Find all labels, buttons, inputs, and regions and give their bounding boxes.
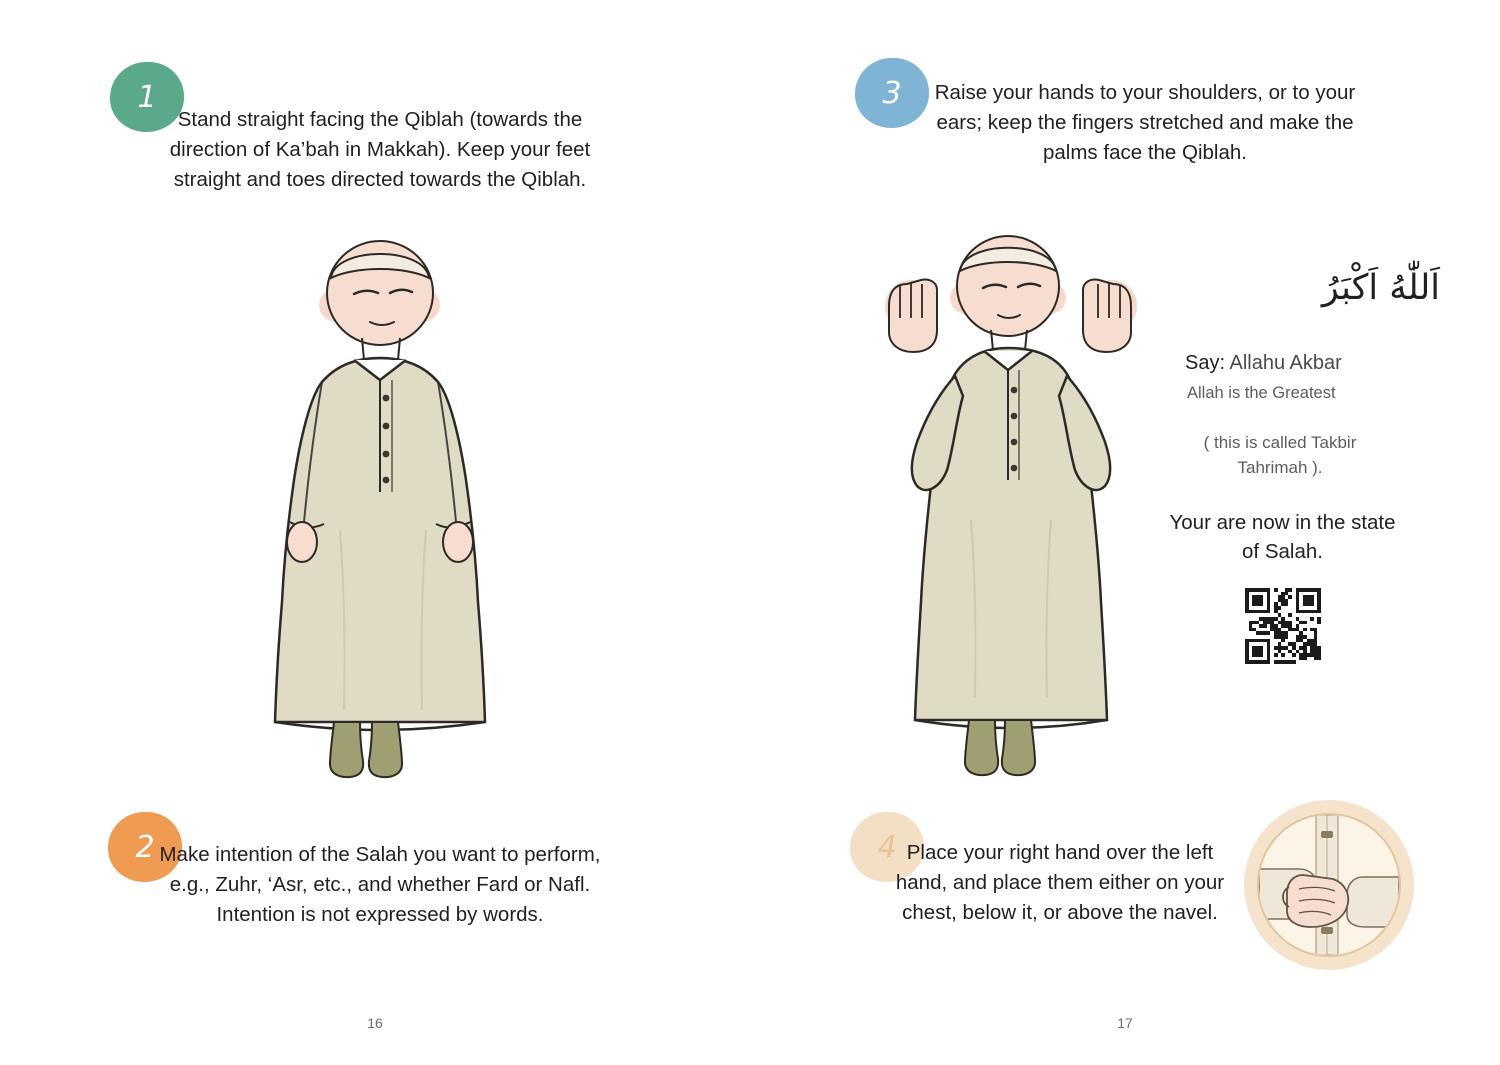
salah-state-text: Your are now in the state of Salah. (1169, 511, 1396, 563)
right-page-number: 17 (1117, 1015, 1133, 1031)
step-3-text: Raise your hands to your shoulders, or to your ears; keep the fingers stretched and make the palms face the Qiblah. (934, 81, 1356, 164)
step-4-text: Place your right hand over the left hand, and place them either on your chest, below it, or above the navel. (895, 841, 1225, 924)
hands-folded-illustration (1244, 800, 1414, 970)
step-3-badge (855, 58, 929, 128)
step-4-number: 4 (877, 829, 897, 865)
dhikr-note: ( this is called Takbir Tahrimah ). (1203, 433, 1357, 477)
right-page (750, 0, 1500, 1065)
dhikr-say-value: Allahu Akbar (1229, 352, 1342, 374)
step-3-number: 3 (882, 75, 902, 111)
takbir-figure-illustration (845, 220, 1175, 790)
dhikr-say-label: Say: (1185, 352, 1226, 374)
step-1-text: Stand straight facing the Qiblah (towards the direction of Ka’bah in Makkah). Keep your feet straight and toes directed towards the Qiblah. (169, 108, 591, 191)
dhikr-arabic: اَللّٰهُ اَكْبَرُ (1321, 268, 1440, 308)
qr-code-icon[interactable] (1245, 588, 1321, 664)
dhikr-translation: Allah is the Greatest (1187, 384, 1336, 402)
step-1-number: 1 (137, 79, 157, 115)
dhikr-say-line (1185, 352, 1342, 375)
standing-figure-illustration (230, 230, 530, 790)
left-page-number: 16 (367, 1015, 383, 1031)
step-2-text: Make intention of the Salah you want to perform, e.g., Zuhr, ‘Asr, etc., and whether Fard or Nafl. Intention is not expressed by words. (159, 843, 601, 926)
step-2-number: 2 (135, 829, 155, 865)
